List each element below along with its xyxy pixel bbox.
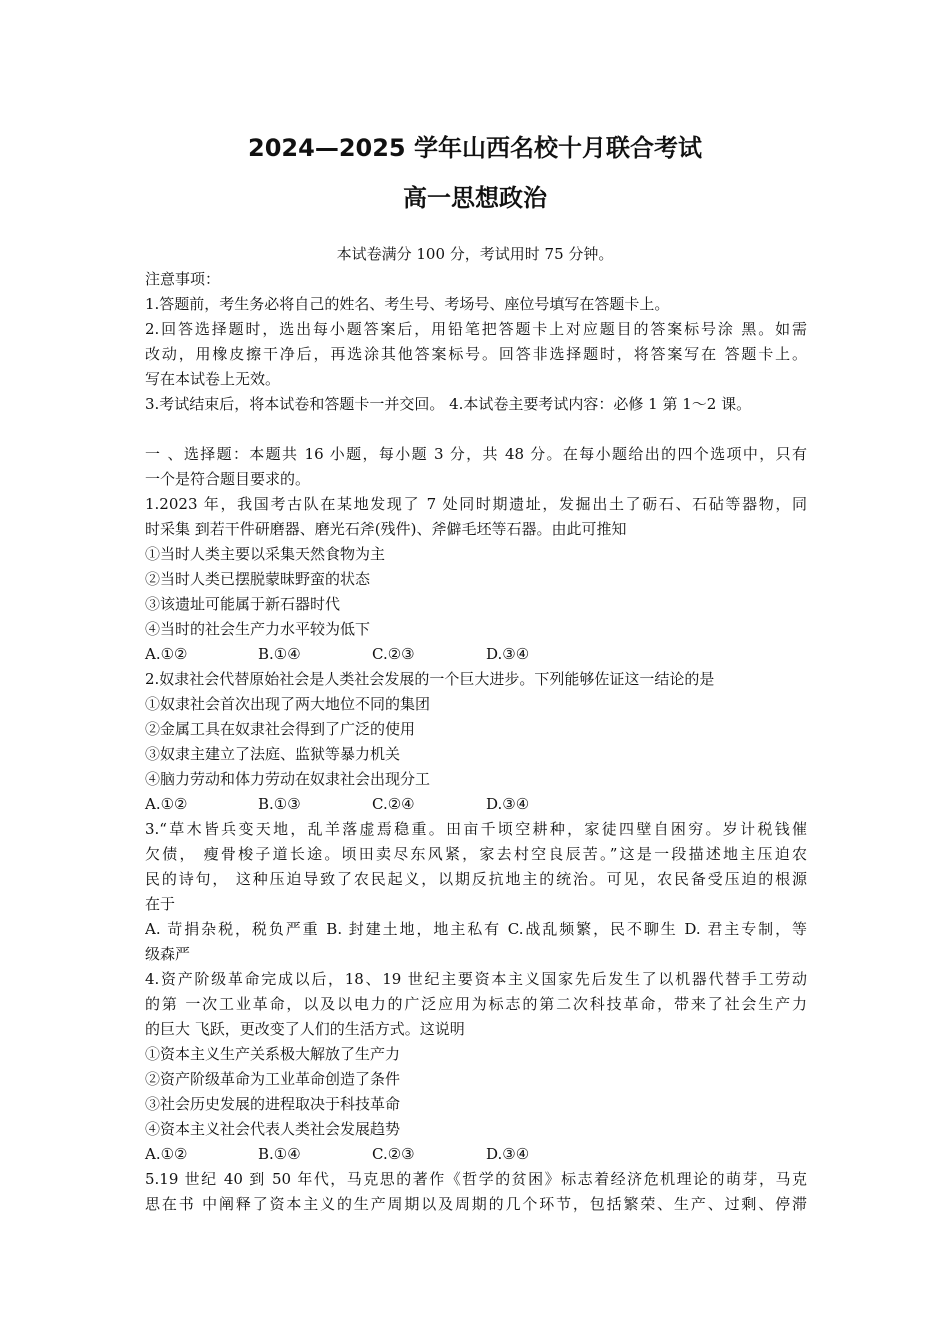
option-b: B.①④ [258,1145,301,1163]
question-4-stem: 的第 一次工业革命，以及以电力的广泛应用为标志的第二次科技革命，带来了社会生产力 [145,995,807,1013]
exam-intro: 本试卷满分 100 分，考试用时 75 分钟。 [336,245,614,263]
subject-title: 高一思想政治 [403,184,547,212]
option-c: C.②④ [372,795,415,813]
question-3-options: 级森严 [145,945,191,963]
question-1-item: ④当时的社会生产力水平较为低下 [145,620,371,638]
question-1-item: ②当时人类已摆脱蒙昧野蛮的状态 [145,570,371,588]
question-3-stem: 3.“草木皆兵变天地，乱羊落虚焉稳重。田亩千顷空耕种，家徒四壁自困穷。岁计税钱催 [145,820,807,838]
question-3-stem: 欠债， 瘦骨梭子道长途。顷田卖尽东风紧，家去村空良辰苦。”这是一段描述地主压迫农 [145,845,807,863]
question-2-item: ①奴隶社会首次出现了两大地位不同的集团 [145,695,431,713]
question-2-options [145,792,807,817]
option-c: C.②③ [372,645,415,663]
exam-body [145,267,807,1217]
question-5-stem: 思在书 中阐释了资本主义的生产周期以及周期的几个环节，包括繁荣、生产、过剩、停滞 [145,1195,807,1213]
question-1-stem: 1.2023 年，我国考古队在某地发现了 7 处同时期遗址，发掘出土了砺石、石砧等器物，同 [145,495,807,513]
note-line: 1.答题前，考生务必将自己的姓名、考生号、考场号、座位号填写在答题卡上。 [145,295,670,313]
question-4-item: ①资本主义生产关系极大解放了生产力 [145,1045,401,1063]
notes-heading: 注意事项： [145,270,221,288]
question-3-options: A. 苛捐杂税，税负严重 B. 封建土地，地主私有 C.战乱频繁，民不聊生 D. 君主专制，等 [145,920,807,938]
question-3-stem: 在于 [145,895,176,913]
question-5-stem: 5.19 世纪 40 到 50 年代，马克思的著作《哲学的贫困》标志着经济危机理论的萌芽，马克 [145,1170,807,1188]
question-4-item: ②资产阶级革命为工业革命创造了条件 [145,1070,401,1088]
option-b: B.①④ [258,645,301,663]
option-a: A.①② [145,645,188,663]
option-a: A.①② [145,795,188,813]
section-heading: 一个是符合题目要求的。 [145,470,311,488]
question-1-item: ③该遗址可能属于新石器时代 [145,595,341,613]
option-d: D.③④ [486,795,530,813]
question-3-stem: 民的诗句， 这种压迫导致了农民起义，以期反抗地主的统治。可见，农民备受压迫的根源 [145,870,807,888]
note-line: 写在本试卷上无效。 [145,370,281,388]
question-1-stem: 时采集 到若干件研磨器、磨光石斧(残件)、斧僻毛坯等石器。由此可推知 [145,520,627,538]
question-4-item: ④资本主义社会代表人类社会发展趋势 [145,1120,401,1138]
option-d: D.③④ [486,1145,530,1163]
option-a: A.①② [145,1145,188,1163]
question-2-item: ④脑力劳动和体力劳动在奴隶社会出现分工 [145,770,431,788]
question-4-item: ③社会历史发展的进程取决于科技革命 [145,1095,401,1113]
question-4-stem: 4.资产阶级革命完成以后，18、19 世纪主要资本主义国家先后发生了以机器代替手工劳动 [145,970,807,988]
question-4-options [145,1142,807,1167]
question-2-item: ②金属工具在奴隶社会得到了广泛的使用 [145,720,416,738]
note-line: 3.考试结束后，将本试卷和答题卡一并交回。 4.本试卷主要考试内容：必修 1 第 1～2 课。 [145,395,752,413]
option-d: D.③④ [486,645,530,663]
question-4-stem: 的巨大 飞跃，更改变了人们的生活方式。这说明 [145,1020,465,1038]
section-heading: 一 、选择题：本题共 16 小题，每小题 3 分，共 48 分。在每小题给出的四个选项中，只有 [145,445,807,463]
option-c: C.②③ [372,1145,415,1163]
question-2-stem: 2.奴隶社会代替原始社会是人类社会发展的一个巨大进步。下列能够佐证这一结论的是 [145,670,715,688]
question-1-options [145,642,807,667]
note-line: 改动，用橡皮擦干净后，再选涂其他答案标号。回答非选择题时，将答案写在 答题卡上。 [145,345,807,363]
spacer [145,417,807,442]
option-b: B.①③ [258,795,301,813]
note-line: 2.回答选择题时，选出每小题答案后，用铅笔把答题卡上对应题目的答案标号涂 黑。如需 [145,320,807,338]
question-1-item: ①当时人类主要以采集天然食物为主 [145,545,386,563]
question-2-item: ③奴隶主建立了法庭、监狱等暴力机关 [145,745,401,763]
exam-title: 2024—2025 学年山西名校十月联合考试 [248,134,702,162]
